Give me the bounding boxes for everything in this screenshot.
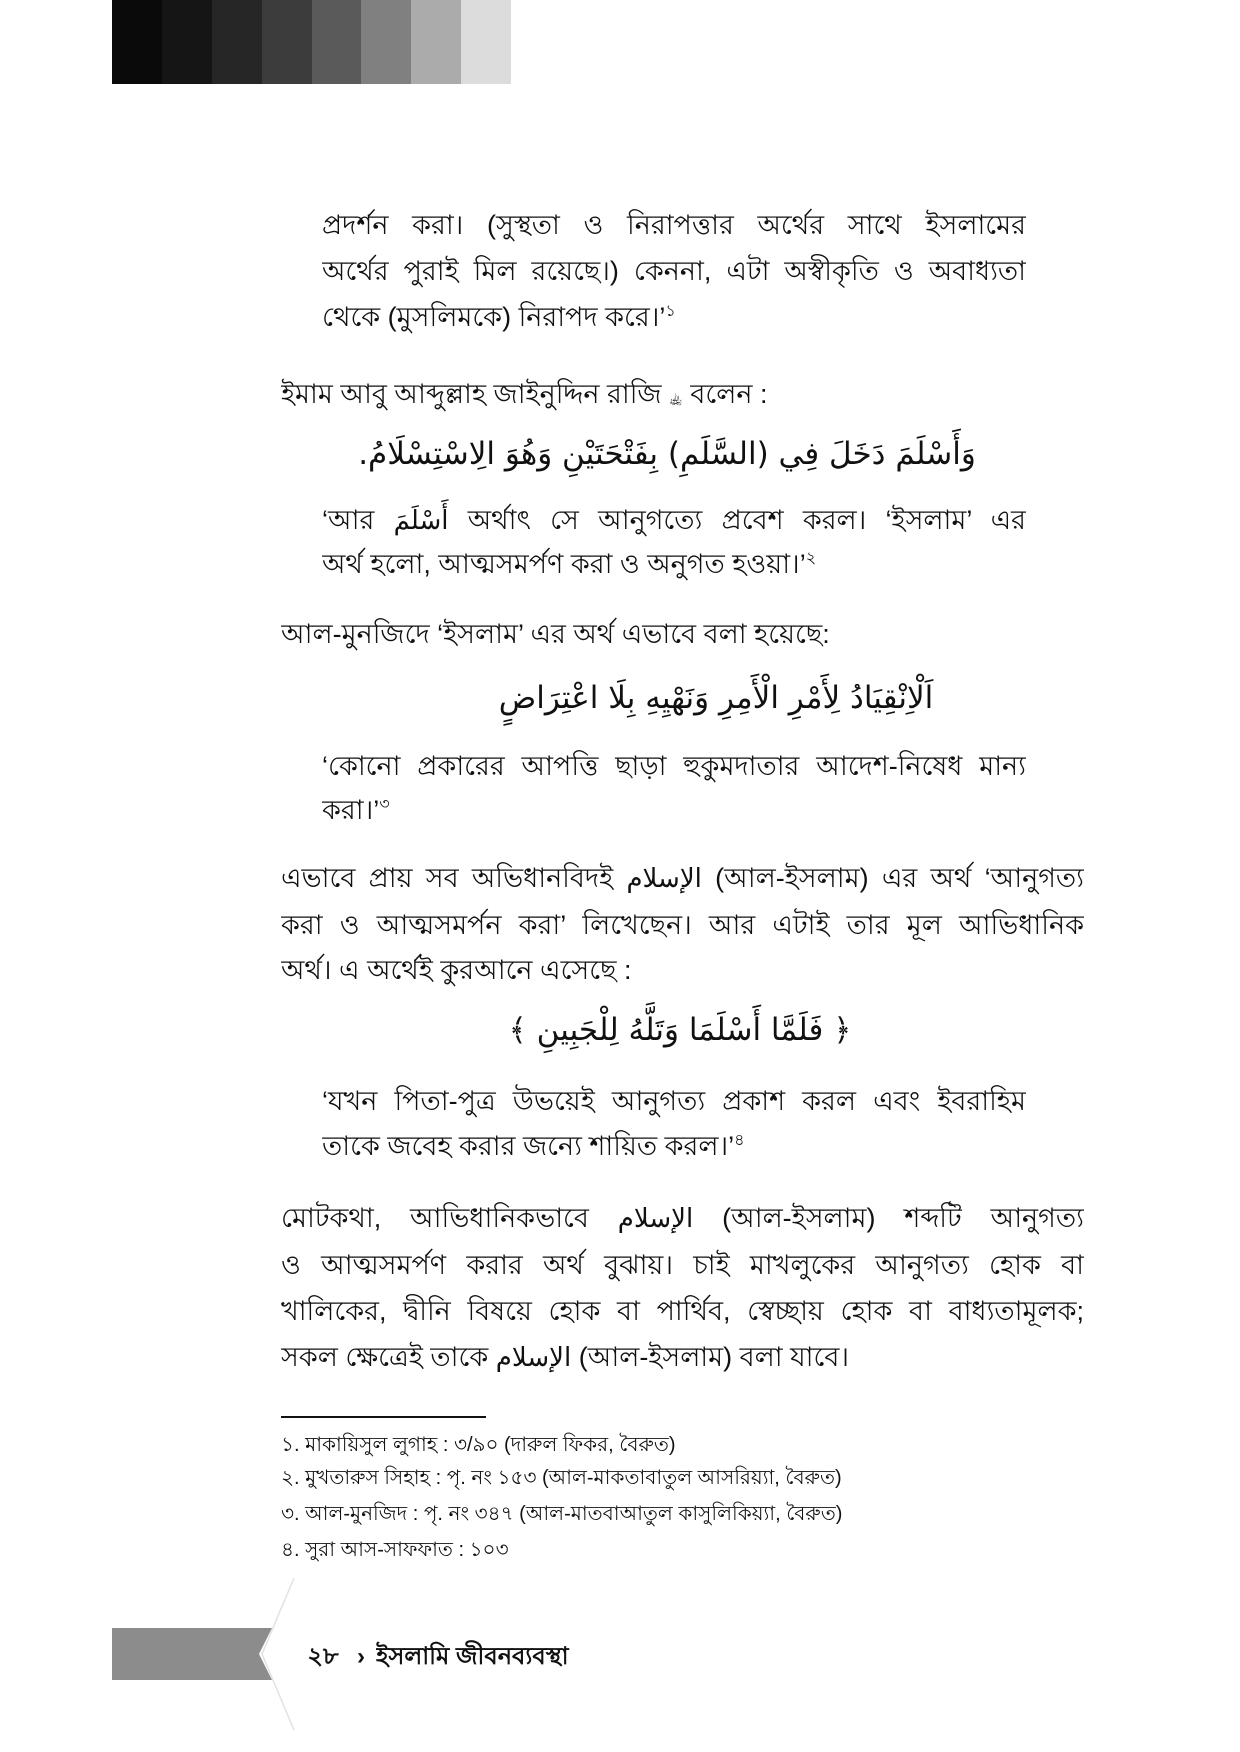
- paragraph-1-line-3: [322, 295, 1026, 339]
- footer-grey-bar: [112, 1628, 272, 1680]
- line-text: অর্থাৎ সে আনুগত্যে প্রবেশ করল। ‘ইসলাম’ এর: [467, 505, 1026, 535]
- footnote-3: ৩. আল-মুনজিদ : পৃ. নং ৩৪৭ (আল-মাতবাআতুল কাসুলিকিয়্যা, বৈরুত): [281, 1503, 843, 1525]
- book-title: ইসলামি জীবনব্যবস্থা: [376, 1643, 569, 1670]
- line-text: সকল ক্ষেত্রেই তাকে: [281, 1342, 489, 1372]
- footnote-marker: ৩: [379, 796, 390, 813]
- line-text: ‘আর: [322, 505, 375, 535]
- footnote-marker: ১: [665, 303, 676, 320]
- paragraph-8-line-4: [281, 1335, 1084, 1379]
- shade-block: [262, 0, 312, 84]
- line-text: (আল-ইসলাম) শব্দটি আনুগত্য: [722, 1203, 1084, 1233]
- line-text: বলেন :: [690, 379, 768, 409]
- shade-block: [212, 0, 262, 84]
- paragraph-8-line-3: খালিকের, দ্বীনি বিষয়ে হোক বা পার্থিব, স্বেচ্ছায় হোক বা বাধ্যতামূলক;: [281, 1296, 1084, 1326]
- paragraph-5-line-2: [322, 788, 1026, 832]
- footer-chevron-lines: [262, 1578, 294, 1730]
- paragraph-1-line-1: প্রদর্শন করা। (সুস্থতা ও নিরাপত্তার অর্থের সাথে ইসলামের: [322, 210, 1026, 240]
- quran-verse: ﴿ فَلَمَّا أَسْلَمَا وَتَلَّهُ لِلْجَبِينِ ﴾: [508, 1012, 852, 1048]
- shade-block: [112, 0, 162, 84]
- paragraph-6-line-2: করা ও আত্মসমর্পন করা’ লিখেছেন। আর এটাই তার মূল আভিধানিক: [281, 910, 1084, 940]
- line-text: (আল-ইসলাম) বলা যাবে।: [578, 1342, 850, 1372]
- arabic-quote-2: اَلْاِنْقِيَادُ لِأَمْرِ الْأَمِرِ وَنَهْيِهِ بِلَا اعْتِرَاضٍ: [498, 680, 934, 716]
- shade-block: [461, 0, 511, 84]
- footnote-4: ৪. সুরা আস-সাফফাত : ১০৩: [281, 1539, 509, 1561]
- shade-block: [361, 0, 411, 84]
- paragraph-4-line-1: আল-মুনজিদে ‘ইসলাম’ এর অর্থ এভাবে বলা হয়েছে:: [281, 619, 830, 649]
- footnote-2: ২. মুখতারুস সিহাহ : পৃ. নং ১৫৩ (আল-মাকতাবাতুল আসরিয়্যা, বৈরুত): [281, 1467, 842, 1489]
- footer-separator-icon: ›: [357, 1643, 365, 1670]
- arabic-term: الإسلام: [626, 864, 702, 894]
- line-text: তাকে জবেহ করার জন্যে শায়িত করল।’: [322, 1131, 735, 1161]
- shade-block: [411, 0, 461, 84]
- line-text: থেকে (মুসলিমকে) নিরাপদ করে।’: [322, 302, 666, 332]
- line-text: এভাবে প্রায় সব অভিধানবিদই: [281, 863, 614, 893]
- shade-block: [312, 0, 362, 84]
- paragraph-3-line-2: [322, 542, 1026, 586]
- arabic-term: الإسلام: [495, 1343, 572, 1373]
- footnote-marker: ৪: [734, 1132, 745, 1149]
- arabic-term: أَسْلَمَ: [393, 506, 449, 536]
- footnote-marker: ২: [805, 550, 817, 567]
- line-text: করা।’: [322, 795, 380, 825]
- line-text: অর্থ হলো, আত্মসমর্পণ করা ও অনুগত হওয়া।’: [322, 549, 806, 579]
- arabic-term: الإسلام: [617, 1204, 694, 1234]
- line-text: মোটকথা, আভিধানিকভাবে: [281, 1203, 589, 1233]
- header-shade-bar: [112, 0, 511, 84]
- paragraph-3-line-1: [322, 498, 1026, 542]
- arabic-quote-1: وَأَسْلَمَ دَخَلَ فِي (السَّلَمِ) بِفَتْحَتَيْنِ وَهُوَ الِاسْتِسْلَامُ.: [358, 436, 976, 472]
- line-text: (আল-ইসলাম) এর অর্থ ‘আনুগত্য: [715, 863, 1084, 893]
- paragraph-1-line-2: অর্থের পুরাই মিল রয়েছে।) কেননা, এটা অস্বীকৃতি ও অবাধ্যতা: [322, 256, 1026, 286]
- paragraph-6-line-3: অর্থ। এ অর্থেই কুরআনে এসেছে :: [281, 955, 632, 985]
- shade-block: [162, 0, 212, 84]
- paragraph-6-line-1: [281, 856, 1084, 900]
- footnote-1: ১. মাকায়িসুল লুগাহ : ৩/৯০ (দারুল ফিকর, বৈরুত): [281, 1434, 676, 1456]
- paragraph-8-line-1: [281, 1196, 1084, 1240]
- footnote-divider: [281, 1416, 486, 1418]
- paragraph-2-line-1: [281, 372, 1084, 416]
- paragraph-5-line-1: ‘কোনো প্রকারের আপত্তি ছাড়া হুকুমদাতার আদেশ-নিষেধ মান্য: [322, 751, 1026, 781]
- honorific-symbol: ﵀: [669, 389, 683, 407]
- paragraph-7-line-2: [322, 1124, 1026, 1168]
- paragraph-8-line-2: ও আত্মসমর্পণ করার অর্থ বুঝায়। চাই মাখলুকের আনুগত্য হোক বা: [281, 1250, 1084, 1280]
- line-text: ইমাম আবু আব্দুল্লাহ জাইনুদ্দিন রাজি: [281, 379, 662, 409]
- paragraph-7-line-1: ‘যখন পিতা-পুত্র উভয়েই আনুগত্য প্রকাশ করল এবং ইবরাহিম: [322, 1086, 1026, 1116]
- page-number: ২৮: [307, 1643, 339, 1670]
